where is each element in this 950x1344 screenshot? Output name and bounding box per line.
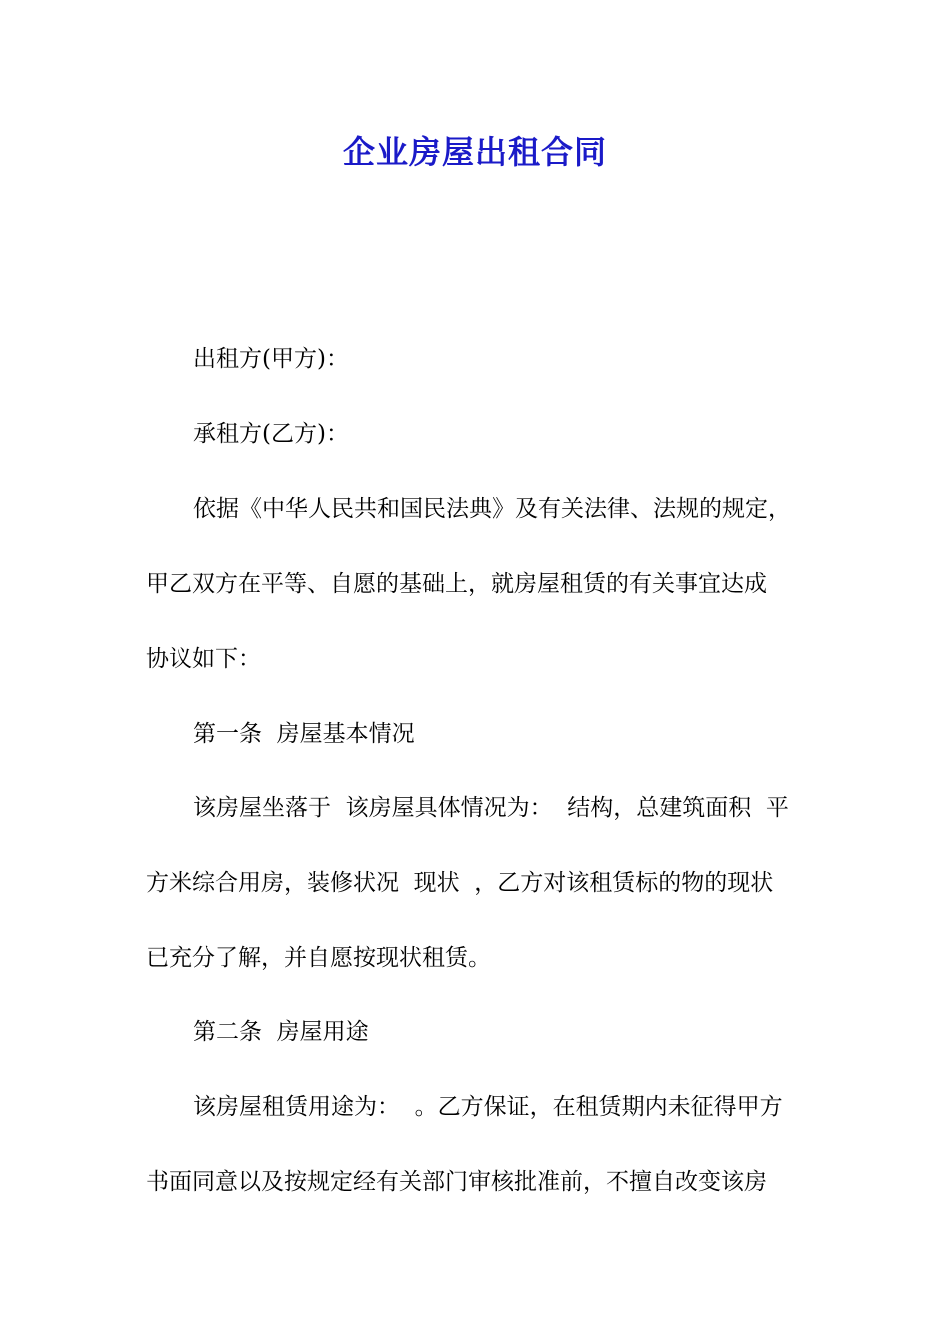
preamble-line-2: 甲乙双方在平等、自愿的基础上，就房屋租赁的有关事宜达成 xyxy=(146,571,767,597)
lessor-line: 出租方(甲方)： xyxy=(193,346,349,372)
article-1-line-2: 方米综合用房，装修状况 现状 ，乙方对该租赁标的物的现状 xyxy=(146,870,774,896)
article-2-heading: 第二条 房屋用途 xyxy=(193,1019,369,1045)
document-title: 企业房屋出租合同 xyxy=(342,133,607,171)
lessee-line: 承租方(乙方)： xyxy=(193,421,349,447)
article-1-line-1: 该房屋坐落于 该房屋具体情况为： 结构，总建筑面积 平 xyxy=(193,795,789,821)
article-2-line-2: 书面同意以及按规定经有关部门审核批准前，不擅自改变该房 xyxy=(146,1169,767,1195)
article-1-line-3: 已充分了解，并自愿按现状租赁。 xyxy=(146,945,491,971)
preamble-line-1: 依据《中华人民共和国民法典》及有关法律、法规的规定， xyxy=(193,496,791,522)
article-1-heading: 第一条 房屋基本情况 xyxy=(193,721,415,747)
article-2-line-1: 该房屋租赁用途为： 。乙方保证，在租赁期内未征得甲方 xyxy=(193,1094,783,1120)
preamble-line-3: 协议如下： xyxy=(146,646,261,672)
